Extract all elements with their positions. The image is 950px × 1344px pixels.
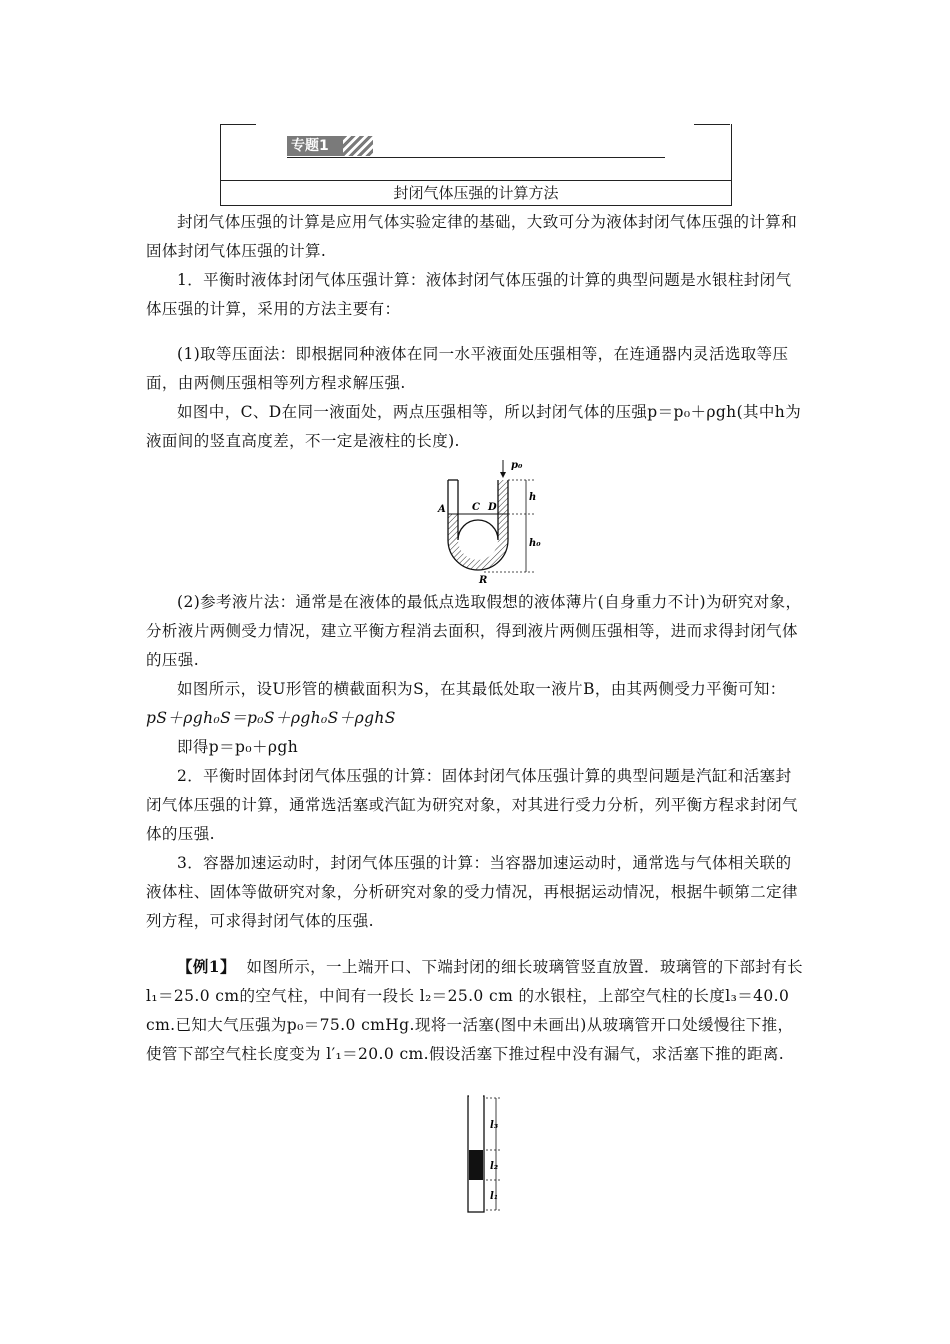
label-D: D — [488, 502, 497, 513]
label-l2: l₂ — [490, 1161, 499, 1172]
mercury-column — [469, 1150, 483, 1180]
u-tube-figure — [440, 458, 550, 586]
label-l1: l₁ — [490, 1191, 499, 1202]
method3-paragraph: 3．容器加速运动时，封闭气体压强的计算：当容器加速运动时，通常选与气体相关联的液体柱、固体等做研究对象，分析研究对象的受力情况，再根据运动情况，根据牛顿第二定律列方程，可求得封闭气体的压强. — [146, 854, 798, 930]
intro-paragraph: 封闭气体压强的计算是应用气体实验定律的基础，大致可分为液体封闭气体压强的计算和固体封闭气体压强的计算. — [146, 213, 798, 260]
figure2-explanation: 如图所示，设U形管的横截面积为S，在其最低处取一液片B，由其两侧受力平衡可知： — [177, 680, 786, 698]
example1-text: 如图所示，一上端开口、下端封闭的细长玻璃管竖直放置．玻璃管的下部封有长 l₁＝25.0 cm的空气柱，中间有一段长 l₂＝25.0 cm 的水银柱，上部空气柱的长度l₃＝40.0 cm.已知大气压强为p₀＝75.0 cmHg.现将一活塞(图中未画出)从玻璃管开口处缓慢往下推，使管下部空气柱长度变为 l′₁＝20.0 cm.假设活塞下推过程中没有漏气，求活塞下推的距离. — [146, 958, 804, 1063]
figure1-explanation: 如图中，C、D在同一液面处，两点压强相等，所以封闭气体的压强p＝p₀＋ρgh(其中h为液面间的竖直高度差，不一定是液柱的长度). — [146, 403, 802, 450]
method1a-paragraph: (1)取等压面法：即根据同种液体在同一水平液面处压强相等，在连通器内灵活选取等压面，由两侧压强相等列方程求解压强. — [146, 345, 789, 392]
result-equation: 即得p＝p₀＋ρgh — [177, 738, 299, 756]
badge-underline — [287, 157, 665, 158]
example1-paragraph — [146, 952, 806, 1069]
method1b-paragraph: (2)参考液片法：通常是在液体的最低点选取假想的液体薄片(自身重力不计)为研究对象，分析液片两侧受力情况，建立平衡方程消去面积，得到液片两侧压强相等，进而求得封闭气体的压强. — [146, 593, 802, 669]
badge-hatch-decoration — [343, 136, 373, 156]
method1-paragraph: 1．平衡时液体封闭气体压强计算：液体封闭气体压强的计算的典型问题是水银柱封闭气体压强的计算，采用的方法主要有： — [146, 271, 792, 318]
method2-paragraph: 2．平衡时固体封闭气体压强的计算：固体封闭气体压强计算的典型问题是汽缸和活塞封闭气体压强的计算，通常选活塞或汽缸为研究对象，对其进行受力分析，列平衡方程求封闭气体的压强. — [146, 767, 798, 843]
topic-header-box — [220, 124, 732, 206]
topic-title: 封闭气体压强的计算方法 — [393, 184, 559, 202]
label-A: A — [438, 504, 446, 515]
label-h0: h₀ — [529, 538, 541, 549]
example-tag: 【例1】 — [177, 957, 236, 976]
balance-equation: pS＋ρgh₀S＝p₀S＋ρgh₀S＋ρghS — [146, 709, 396, 727]
header-bottom-rule — [221, 205, 731, 206]
topic-badge-label: 专题1 — [287, 136, 343, 156]
label-p0: p₀ — [511, 460, 523, 471]
mercury-right-upper — [498, 480, 508, 514]
label-R: R — [479, 575, 488, 586]
label-h: h — [529, 492, 537, 503]
glass-tube-figure — [462, 1092, 532, 1220]
topic-badge — [287, 136, 369, 156]
p0-arrowhead — [500, 472, 506, 478]
label-l3: l₃ — [490, 1120, 499, 1131]
label-C: C — [472, 502, 480, 513]
